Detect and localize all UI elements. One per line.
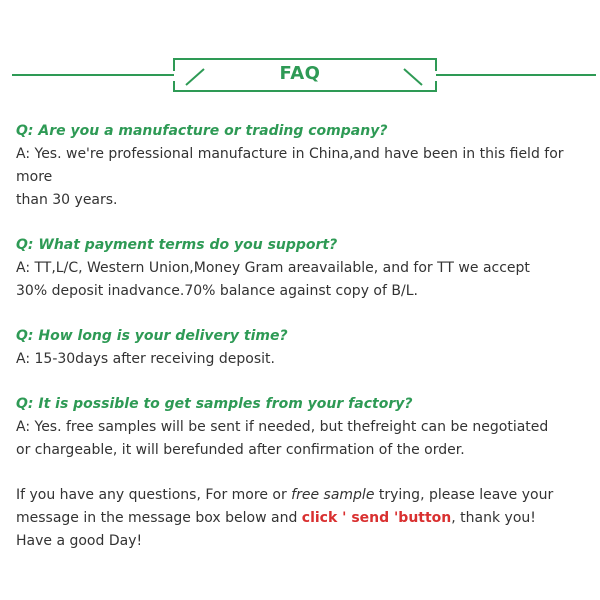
faq-question: Q: What payment terms do you support?: [16, 237, 338, 253]
faq-item: [16, 234, 596, 303]
faq-answer: [16, 143, 596, 212]
faq-question: Q: Are you a manufacture or trading company?: [16, 123, 388, 139]
faq-item: [16, 325, 596, 371]
faq-question: Q: It is possible to get samples from your factory?: [16, 396, 413, 412]
closing-text: trying, please leave your: [374, 487, 554, 503]
closing-line-3: Have a good Day!: [16, 533, 143, 549]
faq-content: [16, 120, 596, 553]
answer-line: or chargeable, it will berefunded after confirmation of the order.: [16, 442, 465, 458]
answer-line: 30% deposit inadvance.70% balance against copy of B/L.: [16, 283, 418, 299]
answer-line: A: Yes. we're professional manufacture in China,and have been in this field for: [16, 146, 564, 162]
click-send-text: click ' send 'button: [301, 510, 452, 526]
faq-item: [16, 120, 596, 212]
faq-answer: [16, 257, 596, 303]
faq-header: [0, 55, 600, 95]
closing-text: , thank you!: [451, 510, 536, 526]
answer-line: A: TT,L/C, Western Union,Money Gram areavailable, and for TT we accept: [16, 260, 530, 276]
faq-answer: [16, 416, 596, 462]
faq-item: [16, 393, 596, 462]
closing-text: If you have any questions, For more or: [16, 487, 292, 503]
closing-message: [16, 484, 596, 553]
closing-line-2: [16, 507, 596, 530]
faq-answer: [16, 348, 596, 371]
closing-line-1: [16, 484, 596, 507]
answer-line: more: [16, 169, 53, 185]
faq-question: Q: How long is your delivery time?: [16, 328, 288, 344]
answer-line: A: Yes. free samples will be sent if needed, but thefreight can be negotiated: [16, 419, 549, 435]
free-sample-text: free sample: [291, 487, 375, 503]
closing-text: message in the message box below and: [16, 510, 302, 526]
faq-title: FAQ: [279, 63, 321, 84]
answer-line: A: 15-30days after receiving deposit.: [16, 351, 275, 367]
answer-line: than 30 years.: [16, 192, 118, 208]
